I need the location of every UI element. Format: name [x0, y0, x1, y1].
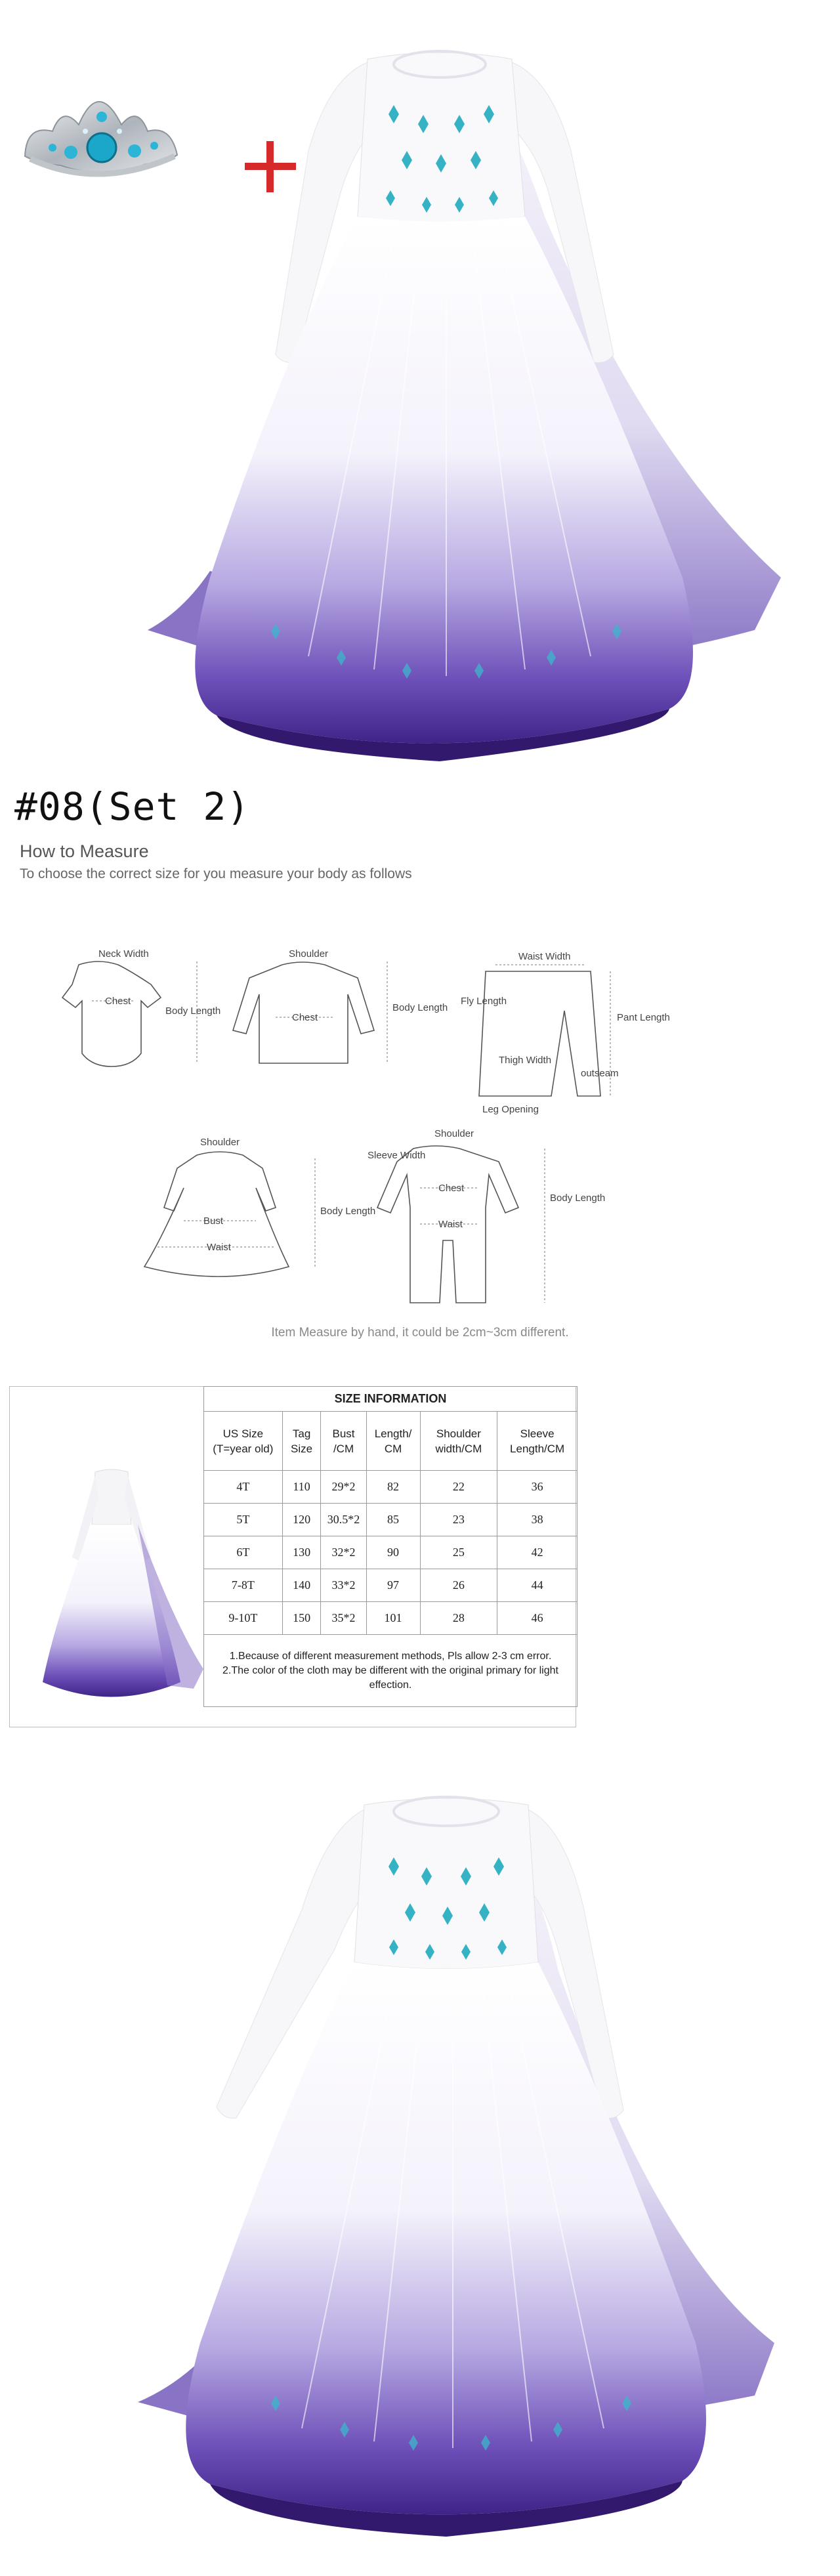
size-note-2: 2.The color of the cloth may be different with the original primary for light effection.	[222, 1664, 558, 1691]
label-waist: Waist	[207, 1242, 231, 1253]
cell: 35*2	[321, 1602, 366, 1635]
cell: 28	[420, 1602, 497, 1635]
cell: 32*2	[321, 1536, 366, 1569]
table-row	[204, 1536, 578, 1569]
label-body-length: Body Length	[165, 1005, 221, 1017]
cell: 6T	[204, 1536, 283, 1569]
label-waist-width: Waist Width	[518, 951, 571, 962]
table-row	[204, 1569, 578, 1602]
header-length: Length/ CM	[366, 1412, 420, 1471]
label-chest: Chest	[105, 996, 131, 1007]
cell: 46	[497, 1602, 578, 1635]
size-table	[203, 1386, 578, 1707]
label-neck-width: Neck Width	[98, 948, 149, 960]
cell: 140	[282, 1569, 321, 1602]
cell: 38	[497, 1504, 578, 1536]
cell: 4T	[204, 1471, 283, 1504]
cell: 130	[282, 1536, 321, 1569]
cell: 42	[497, 1536, 578, 1569]
header-sleeve: Sleeve Length/CM	[497, 1412, 578, 1471]
size-table-title: SIZE INFORMATION	[204, 1387, 578, 1412]
header-us-size: US Size (T=year old)	[204, 1412, 283, 1471]
table-row	[204, 1602, 578, 1635]
cell: 85	[366, 1504, 420, 1536]
label-shoulder-3: Shoulder	[434, 1128, 474, 1139]
label-chest-2: Chest	[292, 1012, 318, 1023]
label-outseam: outseam	[581, 1068, 619, 1079]
cell: 25	[420, 1536, 497, 1569]
label-waist-2: Waist	[438, 1219, 463, 1230]
cell: 22	[420, 1471, 497, 1504]
tiara-image	[25, 102, 177, 174]
cell: 30.5*2	[321, 1504, 366, 1536]
label-pant-length: Pant Length	[617, 1012, 670, 1023]
product-image-dress-with-tiara	[0, 0, 840, 814]
table-row	[204, 1471, 578, 1504]
cell: 36	[497, 1471, 578, 1504]
product-image-dress	[0, 1752, 840, 2576]
label-sleeve-width: Sleeve Width	[368, 1150, 426, 1161]
how-to-measure-section	[0, 834, 840, 1359]
cell: 26	[420, 1569, 497, 1602]
size-notes	[204, 1635, 578, 1707]
size-note-1: 1.Because of different measurement methods, Pls allow 2-3 cm error.	[229, 1650, 552, 1662]
header-shoulder: Shoulder width/CM	[420, 1412, 497, 1471]
label-shoulder: Shoulder	[289, 948, 329, 960]
cell: 101	[366, 1602, 420, 1635]
cell: 5T	[204, 1504, 283, 1536]
cell: 7-8T	[204, 1569, 283, 1602]
cell: 23	[420, 1504, 497, 1536]
skirt	[195, 217, 693, 744]
cell: 9-10T	[204, 1602, 283, 1635]
measure-heading: How to Measure	[20, 841, 149, 861]
cell: 33*2	[321, 1569, 366, 1602]
set-title: #08(Set 2)	[14, 784, 251, 829]
cell: 150	[282, 1602, 321, 1635]
label-chest-3: Chest	[438, 1183, 465, 1194]
cell: 90	[366, 1536, 420, 1569]
size-information-panel	[9, 1386, 576, 1727]
label-leg-opening: Leg Opening	[482, 1104, 539, 1115]
table-row	[204, 1504, 578, 1536]
header-tag-size: Tag Size	[282, 1412, 321, 1471]
header-bust: Bust /CM	[321, 1412, 366, 1471]
measurement-diagrams	[0, 899, 840, 1306]
cell: 97	[366, 1569, 420, 1602]
dress-thumbnail	[16, 1452, 207, 1721]
cell: 44	[497, 1569, 578, 1602]
label-bust: Bust	[203, 1215, 224, 1227]
label-body-length-3: Body Length	[320, 1206, 376, 1217]
cell: 110	[282, 1471, 321, 1504]
label-thigh-width: Thigh Width	[499, 1055, 552, 1066]
label-body-length-2: Body Length	[392, 1002, 448, 1013]
cell: 82	[366, 1471, 420, 1504]
measure-subheading: To choose the correct size for you measure your body as follows	[20, 866, 412, 881]
label-shoulder-2: Shoulder	[200, 1137, 240, 1148]
cell: 29*2	[321, 1471, 366, 1504]
label-fly-length: Fly Length	[461, 996, 507, 1007]
cell: 120	[282, 1504, 321, 1536]
measure-note: Item Measure by hand, it could be 2cm~3cm different.	[271, 1326, 569, 1340]
plus-icon	[245, 141, 296, 192]
label-body-length-4: Body Length	[550, 1193, 606, 1204]
